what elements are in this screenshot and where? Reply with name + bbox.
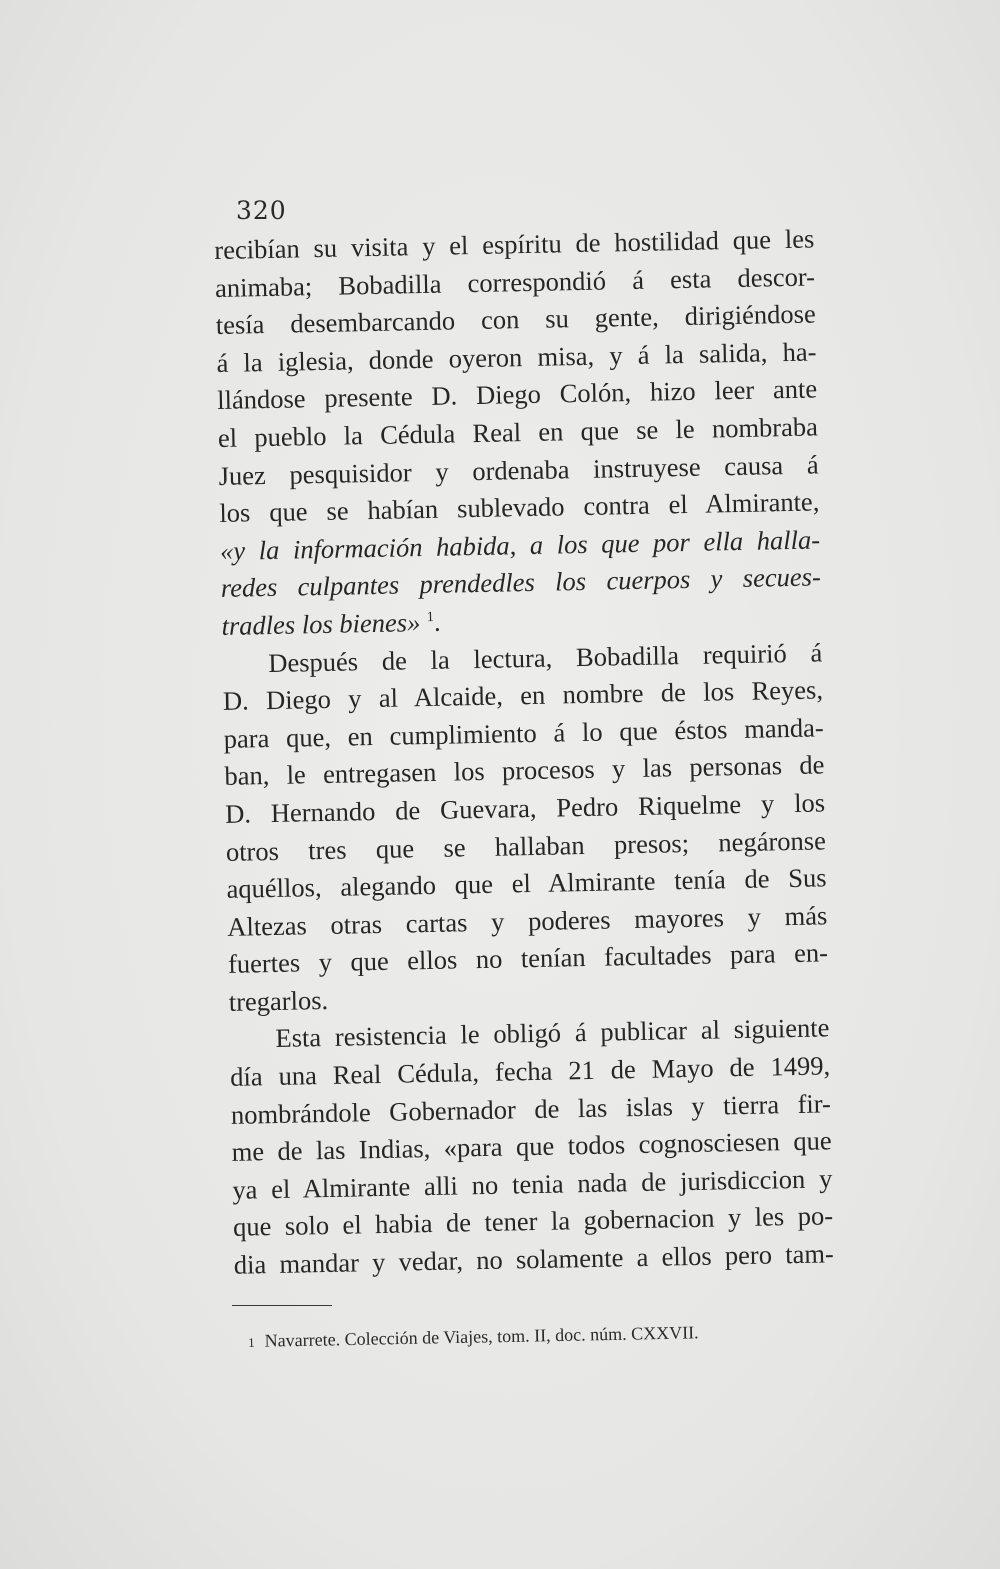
text-line: el pueblo la Cédula Real en que se le nombraba	[217, 411, 819, 453]
quote-text: «y la información habida, a los que por ella halla-	[219, 524, 821, 566]
text-line: Juez pesquisidor y ordenaba instruyese causa á	[218, 449, 819, 491]
paragraph-2	[222, 634, 829, 1021]
text-line: á la iglesia, donde oyeron misa, y á la salida, ha-	[216, 336, 817, 378]
text-line: día una Real Cédula, fecha 21 de Mayo de 1499,	[229, 1050, 831, 1092]
text-line: ban, le entregasen los procesos y las personas de	[224, 749, 825, 792]
footnote-mark: 1	[248, 1334, 255, 1350]
text-line: los que se habían sublevado contra el Almirante,	[219, 486, 820, 529]
text-line: ya el Almirante alli no tenia nada de jurisdiccion y	[232, 1163, 833, 1205]
quote-text: tradles los bienes»	[221, 607, 421, 641]
text-line: animaba; Bobadilla correspondió á esta descor-	[214, 261, 816, 303]
footnote-reference[interactable]: 1	[426, 609, 434, 626]
text-line: que solo el habia de tener la gobernacion y les po-	[232, 1200, 834, 1243]
text-line: tesía desembarcando con su gente, dirigiéndose	[215, 298, 816, 341]
text-line: recibían su visita y el espíritu de hostilidad que les	[214, 223, 815, 265]
text-line: D. Diego y al Alcaide, en nombre de los Reyes,	[222, 674, 824, 717]
text-line: D. Hernando de Guevara, Pedro Riquelme y los	[224, 787, 826, 829]
page-number: 320	[236, 196, 287, 225]
footnote-text: Navarrete. Colección de Viajes, tom. II, doc. núm. CXXVII.	[264, 1322, 699, 1351]
text-line: Después de la lectura, Bobadilla requirió á	[267, 636, 823, 678]
quote-end: .	[433, 606, 441, 637]
text-line: nombrándole Gobernador de las islas y tierra fir-	[230, 1087, 832, 1130]
footnote	[248, 1320, 808, 1352]
text-line: Esta resistencia le obligó á publicar al siguiente	[275, 1012, 830, 1054]
paragraph-3	[229, 1010, 834, 1285]
paragraph-1	[214, 220, 822, 645]
text-line: tregarlos.	[228, 984, 329, 1017]
text-line: me de las Indias, «para que todos cognosciesen que	[231, 1125, 832, 1168]
body-text	[214, 220, 834, 1284]
footnote-divider	[232, 1305, 332, 1306]
text-line: para que, en cumplimiento á lo que éstos manda-	[223, 712, 824, 754]
text-line: otros tres que se hallaban presos; negáronse	[225, 824, 827, 867]
text-line: aquéllos, alegando que el Almirante tenía de Sus	[226, 862, 827, 904]
quote-text: redes culpantes prendedles los cuerpos y secues-	[220, 561, 822, 604]
text-line: dia mandar y vedar, no solamente a ellos pero tam-	[233, 1238, 835, 1280]
text-line: Altezas otras cartas y poderes mayores y más	[227, 900, 828, 942]
text-line: llándose presente D. Diego Colón, hizo leer ante	[216, 373, 818, 416]
text-line: fuertes y que ellos no tenían facultades para en-	[227, 937, 829, 980]
